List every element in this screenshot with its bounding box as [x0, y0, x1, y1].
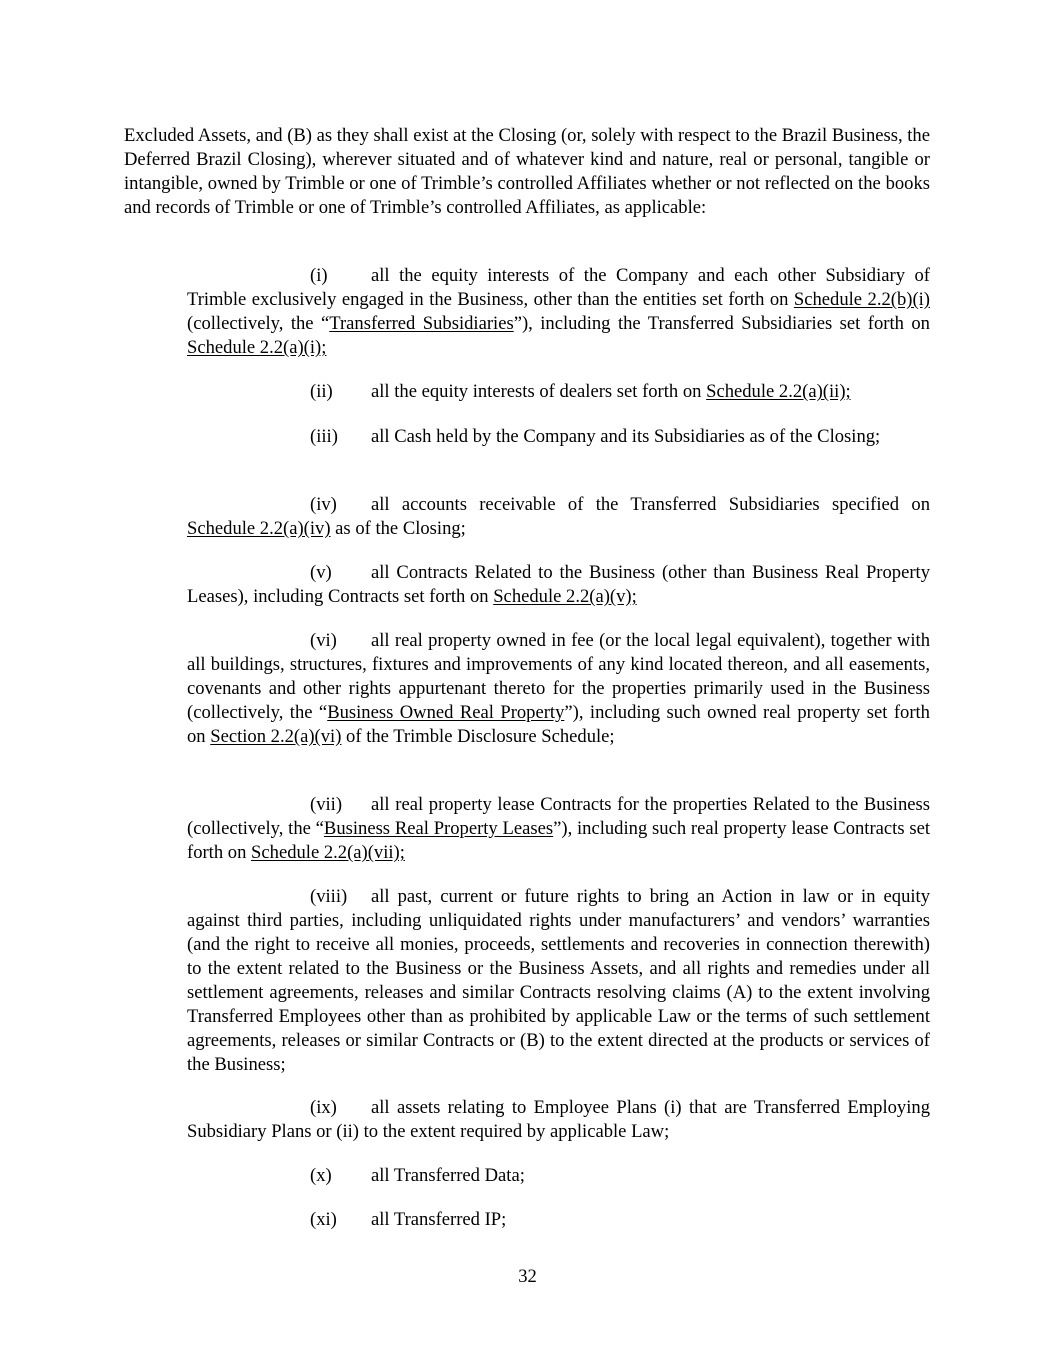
intro-paragraph: Excluded Assets, and (B) as they shall exist at the Closing (or, solely with respect to the Brazil Business, the Deferred Brazil Closing), wherever situated and of whatever kind and nature, real or personal, tangible or intangible, owned by Trimble or one of Trimble’s controlled Affiliates whether or not reflected on the books and records of Trimble or one of Trimble’s controlled Affiliates, as applicable:	[124, 125, 930, 218]
list-item-v: (v) all Contracts Related to the Business (other than Business Real Property Leases), including Contracts set forth on Schedule 2.2(a)(v);	[187, 562, 930, 607]
item-number: (v)	[310, 562, 332, 583]
list-item-ii: (ii) all the equity interests of dealers set forth on Schedule 2.2(a)(ii);	[310, 381, 851, 402]
defined-term: Business Real Property Leases	[323, 818, 554, 839]
list-item-iii: (iii) all Cash held by the Company and its Subsidiaries as of the Closing;	[310, 426, 881, 447]
item-number: (viii)	[310, 886, 348, 907]
list-item-iv: (iv) all accounts receivable of the Transferred Subsidiaries specified on Schedule 2.2(a)(iv) as of the Closing;	[187, 494, 930, 539]
list-item-x: (x) all Transferred Data;	[310, 1165, 525, 1186]
schedule-reference: Schedule 2.2(a)(vii);	[251, 842, 405, 863]
defined-term: Business Owned Real Property	[327, 702, 565, 723]
schedule-reference: Schedule 2.2(a)(ii);	[706, 381, 851, 402]
page-number: 32	[518, 1266, 537, 1287]
item-number: (i)	[310, 265, 328, 286]
section-reference: Section 2.2(a)(vi)	[210, 726, 342, 747]
schedule-reference: Schedule 2.2(a)(i);	[187, 337, 327, 358]
schedule-reference: Schedule 2.2(b)(i)	[793, 289, 931, 310]
list-item-xi: (xi) all Transferred IP;	[310, 1209, 507, 1230]
list-item-viii: (viii) all past, current or future rights to bring an Action in law or in equity against third parties, including unliquidated rights under manufacturers’ and vendors’ warranties (and the right to receive all monies, proceeds, settlements and recoveries in connection therewith) to the extent related to the Business or the Business Assets, and all rights and remedies under all settlement agreements, releases and similar Contracts resolving claims (A) to the extent involving Transferred Employees other than as prohibited by applicable Law or the terms of such settlement agreements, releases or similar Contracts or (B) to the extent directed at the products or services of the Business;	[187, 886, 930, 1075]
list-item-vi: (vi) all real property owned in fee (or the local legal equivalent), together with all buildings, structures, fixtures and improvements of any kind located thereon, and all easements, covenants and other rights appurtenant thereto for the properties primarily used in the Business (collectively, the “Business Owned Real Property”), including such owned real property set forth on Section 2.2(a)(vi) of the Trimble Disclosure Schedule;	[187, 630, 930, 747]
item-number: (iii)	[310, 426, 338, 447]
item-number: (x)	[310, 1165, 332, 1186]
list-item-vii: (vii) all real property lease Contracts for the properties Related to the Business (collectively, the “Business Real Property Leases”), including such real property lease Contracts set forth on Schedule 2.2(a)(vii);	[187, 794, 930, 863]
item-number: (vi)	[310, 630, 337, 651]
defined-term: Transferred Subsidiaries	[329, 313, 514, 334]
item-number: (ii)	[310, 381, 333, 402]
item-number: (xi)	[310, 1209, 337, 1230]
item-number: (vii)	[310, 794, 343, 815]
list-item-i: (i) all the equity interests of the Company and each other Subsidiary of Trimble exclusively engaged in the Business, other than the entities set forth on Schedule 2.2(b)(i) (collectively, the “Transferred Subsidiaries”), including the Transferred Subsidiaries set forth on Schedule 2.2(a)(i);	[187, 265, 931, 358]
list-item-ix: (ix) all assets relating to Employee Plans (i) that are Transferred Employing Subsidiary Plans or (ii) to the extent required by applicable Law;	[187, 1097, 930, 1142]
item-number: (ix)	[310, 1097, 337, 1118]
schedule-reference: Schedule 2.2(a)(v);	[493, 586, 637, 607]
schedule-reference: Schedule 2.2(a)(iv)	[187, 518, 331, 539]
item-number: (iv)	[310, 494, 337, 515]
